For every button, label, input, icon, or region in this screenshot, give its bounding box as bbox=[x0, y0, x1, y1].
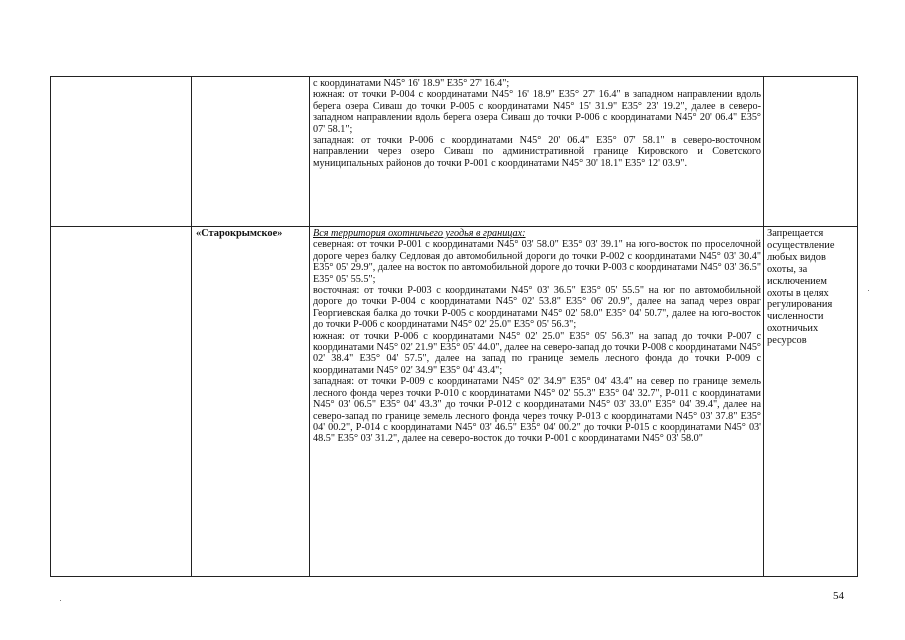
ground-name-cell bbox=[192, 227, 310, 577]
boundary-heading: Вся территория охотничьего угодья в границах: bbox=[313, 228, 526, 239]
boundary-description bbox=[310, 227, 763, 445]
boundary-paragraph: южная: от точки P-006 с координатами N45° 02' 25.0" E35° 05' 56.3" на запад до точки P-007 с координатами N45° 02' 21.9" E35° 05' 44.0", далее на северо-запад до точки P-008 с координатами N45° 02' 38.4" E35° 04' 57.5", далее на запад по границе земель лесного фонда до точки P-009 с координатами N45° 02' 34.9" E35° 04' 43.4"; bbox=[313, 330, 761, 376]
scan-speck bbox=[60, 600, 61, 601]
boundary-paragraph: южная: от точки P-004 с координатами N45° 16' 18.9" E35° 27' 16.4" в западном направлении вдоль берега озера Сиваш до точки P-005 с координатами N45° 15' 31.9" E35° 23' 19.2", далее в северо-западном направлении вдоль берега озера Сиваш до точки P-006 с координатами N45° 20' 06.4" E35° 07' 58.1"; bbox=[313, 89, 761, 135]
ground-name bbox=[192, 77, 309, 78]
boundary-paragraph: западная: от точки P-009 с координатами N45° 02' 34.9" E35° 04' 43.4" на север по границе земель лесного фонда через точки P-010 с координатами N45° 02' 55.3" E35° 04' 32.7", P-011 с координатами N45° 03' 06.5" E35° 04' 43.3" до точки P-012 с координатами N45° 03' 33.0" E35° 04' 39.4", далее на северо-запад по границе земель лесного фонда через точку P-013 с координатами N45° 03' 37.8" E35° 04' 00.2", P-014 с координатами N45° 03' 46.5" E35° 04' 00.2" до точки P-015 с координатами N45° 03' 48.5" E35° 03' 31.2", далее на северо-восток до точки P-001 с координатами N45° 03' 58.0" bbox=[313, 376, 761, 445]
boundary-paragraph: восточная: от точки P-003 с координатами N45° 03' 36.5" E35° 05' 55.5" на юг по автомобильной дороге до точки P-004 с координатами N45° 02' 53.8" E35° 06' 20.9", далее на запад через овраг Георгиевская балка до точки P-005 с координатами N45° 02' 58.0" E35° 04' 50.7", далее на юго-восток до точки P-006 с координатами N45° 02' 25.0" E35° 05' 56.3"; bbox=[313, 285, 761, 331]
table-row bbox=[51, 227, 858, 577]
index-cell bbox=[51, 227, 192, 577]
ground-name: «Старокрымское» bbox=[196, 228, 283, 239]
boundary-description-cell bbox=[310, 227, 764, 577]
restriction-cell bbox=[764, 227, 858, 577]
restriction-cell bbox=[764, 77, 858, 227]
boundary-description-cell bbox=[310, 77, 764, 227]
boundary-paragraph: западная: от точки P-006 с координатами N45° 20' 06.4" E35° 07' 58.1" в северо-восточном направлении через озеро Сиваш по административной границе Кировского и Советского муниципальных районов до точки P-001 с координатами N45° 30' 18.1" E35° 12' 03.9". bbox=[313, 135, 761, 169]
restriction-text: Запрещается осуществление любых видов охоты, за исключением охоты в целях регулирования численности охотничьих ресурсов bbox=[767, 228, 835, 347]
hunting-grounds-table bbox=[50, 76, 858, 577]
restriction-text bbox=[764, 77, 857, 78]
index-cell bbox=[51, 77, 192, 227]
boundary-description bbox=[310, 77, 763, 169]
scan-speck bbox=[868, 290, 869, 291]
ground-name-cell bbox=[192, 77, 310, 227]
table-row bbox=[51, 77, 858, 227]
boundary-paragraph: с координатами N45° 16' 18.9" E35° 27' 16.4"; bbox=[313, 78, 510, 89]
boundary-paragraph: северная: от точки P-001 с координатами N45° 03' 58.0" E35° 03' 39.1" на юго-восток по проселочной дороге через балку Седловая до автомобильной дороги до точки P-002 с координатами N45° 03' 30.4" E35° 05' 29.9", далее на восток по автомобильной дороге до точки P-003 с координатами N45° 03' 36.5" E35° 05' 55.5"; bbox=[313, 239, 761, 285]
page-number: 54 bbox=[833, 590, 844, 602]
